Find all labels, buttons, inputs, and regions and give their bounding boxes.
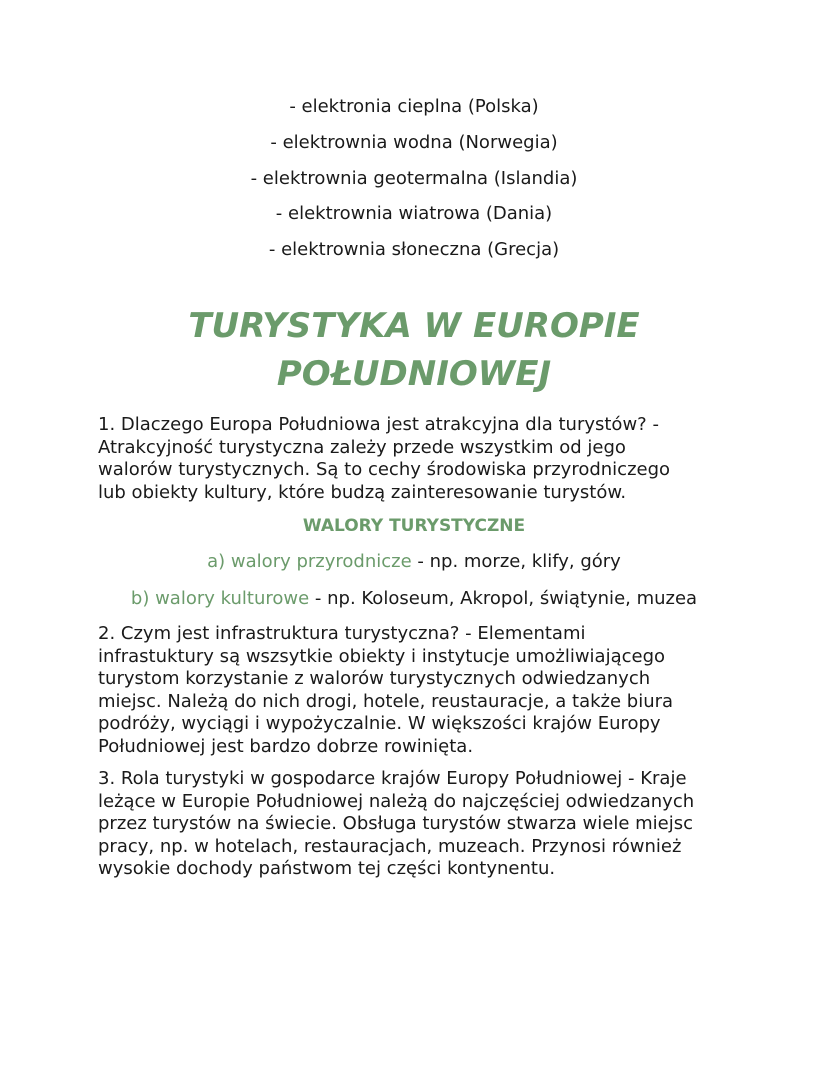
plant-item-3: - elektrownia geotermalna (Islandia) xyxy=(250,168,578,189)
walory-a-text: - np. morze, klify, góry xyxy=(411,551,621,572)
plant-item-4: - elektrownia wiatrowa (Dania) xyxy=(275,203,553,224)
question-2-line: miejsc. Należą do nich drogi, hotele, reustauracje, a także biura xyxy=(98,690,674,712)
page-title-line-1: TURYSTYKA W EUROPIE xyxy=(188,306,640,346)
question-2-line: turystom korzystanie z walorów turystycznych odwiedzanych xyxy=(98,668,651,689)
walory-heading: WALORY TURYSTYCZNE xyxy=(302,516,526,536)
question-2-line: infrastuktury są wszsytkie obiekty i instytucje umożliwiającego xyxy=(98,645,666,667)
page-title-line-2: POŁUDNIOWEJ xyxy=(276,354,552,394)
question-1-line: 1. Dlaczego Europa Południowa jest atrakcyjna dla turystów? - xyxy=(98,414,659,435)
walory-a-label: a) walory przyrodnicze xyxy=(207,551,412,572)
plant-item-2: - elektrownia wodna (Norwegia) xyxy=(270,132,558,153)
plant-item-5: - elektrownia słoneczna (Grecja) xyxy=(268,239,560,260)
question-3-line: leżące w Europie Południowej należą do najczęściej odwiedzanych xyxy=(98,790,695,812)
walory-b-label: b) walory kulturowe xyxy=(130,588,310,609)
question-2-line: 2. Czym jest infrastruktura turystyczna? - Elementami xyxy=(98,623,586,644)
question-1-paragraph xyxy=(98,414,738,504)
question-2-line: Południowej jest bardzo dobrze rowinięta. xyxy=(98,735,474,757)
walory-item-b xyxy=(0,588,828,610)
question-1-line: lub obiekty kultury, które budzą zainteresowanie turystów. xyxy=(98,481,627,503)
question-3-line: wysokie dochody państwom tej części kontynentu. xyxy=(98,858,556,879)
question-2-line: podróży, wyciągi i wypożyczalnie. W większości krajów Europy xyxy=(98,713,661,734)
question-3-line: pracy, np. w hotelach, restauracjach, muzeach. Przynosi również xyxy=(98,835,682,857)
plant-item-1: - elektronia cieplna (Polska) xyxy=(289,96,539,117)
question-2-paragraph xyxy=(98,623,738,758)
question-3-line: przez turystów na świecie. Obsługa turystów stwarza wiele miejsc xyxy=(98,813,694,834)
question-3-paragraph xyxy=(98,768,738,881)
walory-b-text: - np. Koloseum, Akropol, świątynie, muzea xyxy=(309,588,698,609)
walory-item-a xyxy=(0,551,828,573)
question-3-line: 3. Rola turystyki w gospodarce krajów Europy Południowej - Kraje xyxy=(98,768,687,789)
question-1-line: walorów turystycznych. Są to cechy środowiska przyrodniczego xyxy=(98,459,671,480)
question-1-line: Atrakcyjność turystyczna zależy przede wszystkim od jego xyxy=(98,436,626,458)
